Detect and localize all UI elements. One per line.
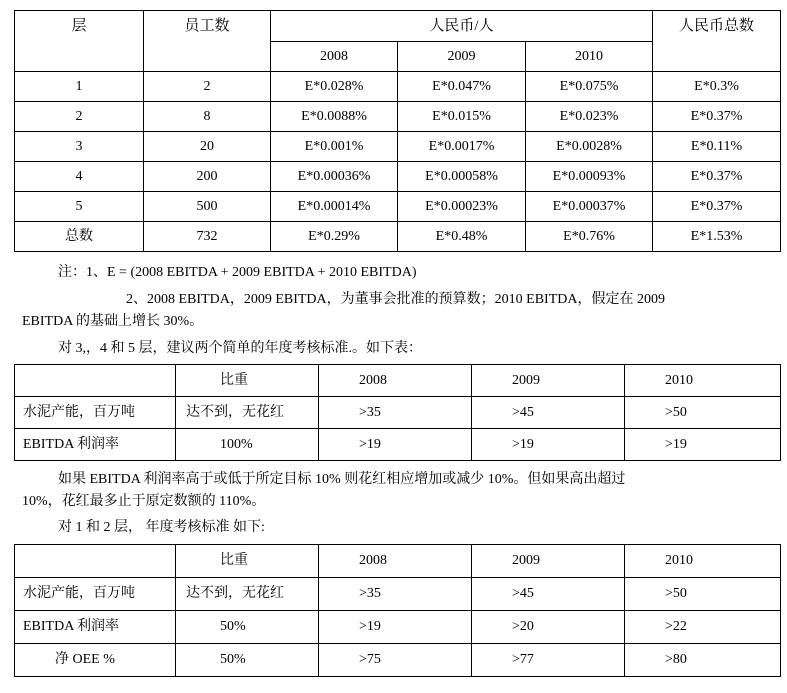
- cell-2008: >35: [319, 397, 472, 429]
- table-row: [15, 611, 781, 644]
- header-weight: 比重: [176, 545, 319, 578]
- table-row: [15, 162, 781, 192]
- cell-employees: 200: [144, 162, 271, 192]
- cell-2008: E*0.001%: [271, 132, 398, 162]
- cell-weight: 达不到，无花红: [176, 578, 319, 611]
- cell-2008: >35: [319, 578, 472, 611]
- note-1: 注：1、E = (2008 EBITDA + 2009 EBITDA + 2010 EBITDA): [58, 265, 417, 280]
- cell-2010: E*0.075%: [526, 72, 653, 102]
- note-2-line-1: 2、2008 EBITDA，2009 EBITDA，为董事会批准的预算数；2010 EBITDA，假定在 2009: [126, 292, 665, 307]
- cell-2009: E*0.047%: [398, 72, 526, 102]
- paragraph-line-1: 如果 EBITDA 利润率高于或低于所定目标 10% 则花红相应增加或减少 10%。但如果高出超过: [58, 472, 626, 487]
- header-tier: 层: [15, 11, 144, 72]
- cell-2008: >19: [319, 429, 472, 461]
- table-row: [15, 644, 781, 677]
- table-row: [15, 397, 781, 429]
- cell-2008: >75: [319, 644, 472, 677]
- cell-weight: 50%: [176, 644, 319, 677]
- cell-2009: >20: [472, 611, 625, 644]
- paragraph-line-2: 10%，花红最多止于原定数额的 110%。: [22, 494, 266, 509]
- cell-label: 净 OEE %: [15, 644, 176, 677]
- cell-2009: >45: [472, 578, 625, 611]
- header-employees: 员工数: [144, 11, 271, 72]
- cell-2009: >45: [472, 397, 625, 429]
- cell-2010: >50: [625, 397, 781, 429]
- header-rmb-per-person: 人民币/人: [271, 11, 653, 42]
- cell-weight: 50%: [176, 611, 319, 644]
- cell-2010: >19: [625, 429, 781, 461]
- cell-2009: E*0.015%: [398, 102, 526, 132]
- table-row: [15, 222, 781, 252]
- header-year-2010: 2010: [526, 42, 653, 72]
- cell-2008: E*0.0088%: [271, 102, 398, 132]
- cell-tier: 1: [15, 72, 144, 102]
- kpi-table-tiers-1-2: [14, 544, 781, 677]
- cell-employees: 500: [144, 192, 271, 222]
- note-2-line-2: EBITDA 的基础上增长 30%。: [22, 314, 204, 329]
- cell-2010: >50: [625, 578, 781, 611]
- cell-tier: 2: [15, 102, 144, 132]
- header-weight: 比重: [176, 365, 319, 397]
- cell-2010: >22: [625, 611, 781, 644]
- cell-2010: E*0.023%: [526, 102, 653, 132]
- header-year-2008: 2008: [271, 42, 398, 72]
- cell-label: 水泥产能，百万吨: [15, 397, 176, 429]
- header-year-2009: 2009: [398, 42, 526, 72]
- header-rmb-total: 人民币总数: [653, 11, 781, 72]
- cell-label: EBITDA 利润率: [15, 611, 176, 644]
- table-row: [15, 192, 781, 222]
- bonus-allocation-table: [14, 10, 781, 252]
- cell-2010: E*0.00037%: [526, 192, 653, 222]
- cell-label: 水泥产能，百万吨: [15, 578, 176, 611]
- table-row: [15, 578, 781, 611]
- cell-2009: E*0.00023%: [398, 192, 526, 222]
- table-row: [15, 132, 781, 162]
- cell-2010: E*0.76%: [526, 222, 653, 252]
- table-row: [15, 102, 781, 132]
- cell-employees: 8: [144, 102, 271, 132]
- header-year-2008: 2008: [319, 545, 472, 578]
- cell-employees: 732: [144, 222, 271, 252]
- cell-total: E*0.37%: [653, 102, 781, 132]
- table-row: [15, 72, 781, 102]
- header-year-2009: 2009: [472, 365, 625, 397]
- cell-2009: >19: [472, 429, 625, 461]
- cell-2010: E*0.00093%: [526, 162, 653, 192]
- cell-2009: E*0.00058%: [398, 162, 526, 192]
- header-year-2008: 2008: [319, 365, 472, 397]
- intro-tiers-1-2: 对 1 和 2 层， 年度考核标准 如下:: [58, 520, 265, 535]
- cell-2009: >77: [472, 644, 625, 677]
- cell-tier: 4: [15, 162, 144, 192]
- header-year-2009: 2009: [472, 545, 625, 578]
- cell-employees: 20: [144, 132, 271, 162]
- cell-total: E*0.11%: [653, 132, 781, 162]
- intro-tiers-3-5: 对 3,，4 和 5 层，建议两个简单的年度考核标准.。如下表：: [58, 341, 422, 356]
- cell-total: E*1.53%: [653, 222, 781, 252]
- header-blank: [15, 545, 176, 578]
- cell-2009: E*0.0017%: [398, 132, 526, 162]
- cell-2008: E*0.028%: [271, 72, 398, 102]
- header-blank: [15, 365, 176, 397]
- table-header-row: [15, 365, 781, 397]
- cell-2008: E*0.29%: [271, 222, 398, 252]
- table-row: [15, 429, 781, 461]
- cell-2008: >19: [319, 611, 472, 644]
- header-year-2010: 2010: [625, 365, 781, 397]
- cell-weight: 达不到，无花红: [176, 397, 319, 429]
- cell-employees: 2: [144, 72, 271, 102]
- cell-2008: E*0.00036%: [271, 162, 398, 192]
- cell-tier: 总数: [15, 222, 144, 252]
- cell-2010: >80: [625, 644, 781, 677]
- cell-2010: E*0.0028%: [526, 132, 653, 162]
- cell-2009: E*0.48%: [398, 222, 526, 252]
- table-header-row: [15, 545, 781, 578]
- cell-total: E*0.37%: [653, 162, 781, 192]
- kpi-table-tiers-3-5: [14, 364, 781, 461]
- cell-total: E*0.37%: [653, 192, 781, 222]
- cell-weight: 100%: [176, 429, 319, 461]
- cell-tier: 3: [15, 132, 144, 162]
- cell-tier: 5: [15, 192, 144, 222]
- header-year-2010: 2010: [625, 545, 781, 578]
- cell-label: EBITDA 利润率: [15, 429, 176, 461]
- cell-total: E*0.3%: [653, 72, 781, 102]
- cell-2008: E*0.00014%: [271, 192, 398, 222]
